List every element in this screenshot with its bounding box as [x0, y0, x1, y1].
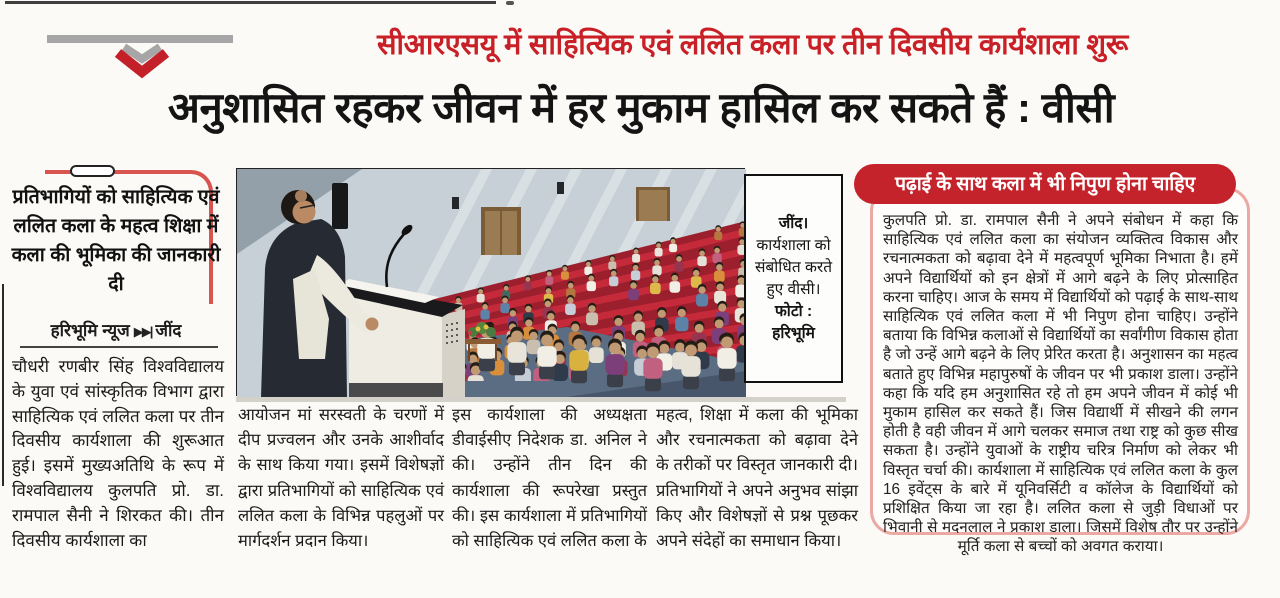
- byline-agency: हरिभूमि न्यूज: [50, 321, 130, 340]
- byline-arrows-icon: ▶▶|: [133, 324, 152, 339]
- main-headline: अनुशासित रहकर जीवन में हर मुकाम हासिल कर सकते हैं : वीसी: [167, 84, 1115, 131]
- body-column-3: महत्व, शिक्षा में कला की भूमिका और रचनात्मकता को बढ़ावा देने के तरीकों पर विस्तृत जानकारी दी। प्रतिभागियों ने अपने अनुभव सांझा किए और विशेषज्ञों से प्रश्न पूछकर अपने संदेहों का समाधान किया।: [656, 406, 858, 551]
- kicker-headline: सीआरएसयू में साहित्यिक एवं ललित कला पर तीन दिवसीय कार्यशाला शुरू: [376, 29, 1129, 61]
- byline: [10, 318, 222, 341]
- sidebar-body-text: चौधरी रणबीर सिंह विश्वविद्यालय के युवा एवं सांस्कृतिक विभाग द्वारा साहित्यिक एवं ललित कला पर तीन दिवसीय कार्यशाला की शुरूआत हुई। इसमें मुख्यअतिथि के रूप में विश्वविद्यालय कुलपति प्रो. डा. रामपाल सैनी ने शिरकत की। तीन दिवसीय कार्यशाला का: [12, 357, 224, 550]
- caption-place: जींद।: [778, 214, 809, 232]
- auditorium-photo-illustration: [237, 169, 746, 397]
- top-crop-rule: [5, 1, 496, 4]
- wall-speaker-icon: [332, 183, 348, 229]
- photo-scan-shadow: [236, 397, 846, 402]
- highlight-title-pill: पढ़ाई के साथ कला में भी निपुण होना चाहिए: [854, 164, 1236, 204]
- top-crop-mark: [506, 1, 514, 5]
- sidebar-capsule-ornament: [70, 165, 115, 177]
- auditorium-door-2: [636, 187, 670, 221]
- body-column-1: आयोजन मां सरस्वती के चरणों में दीप प्रज्वलन और उनके आशीर्वाद के साथ किया गया। इसमें विशेषज्ञों द्वारा प्रतिभागियों को साहित्यिक एवं ललित कला के विभिन्न पहलुओं पर मार्गदर्शन प्रदान किया।: [238, 406, 444, 551]
- auditorium-door: [481, 207, 521, 255]
- caption-text: कार्यशाला को संबोधित करते हुए वीसी।: [754, 236, 833, 298]
- masthead-arrow-icon: [42, 30, 237, 85]
- caption-credit: फोटो : हरिभूमि: [772, 302, 815, 342]
- auditorium-photo: [236, 168, 745, 396]
- byline-divider: [20, 346, 218, 348]
- byline-place: जींद: [155, 321, 182, 340]
- photo-caption-box: [744, 174, 843, 383]
- left-column-rule: [2, 284, 4, 486]
- body-column-2: इस कार्यशाला की अध्यक्षता डीवाईसीए निदेशक डा. अनिल ने की। उन्होंने तीन दिन की कार्यशाला की रूपरेखा प्रस्तुत की। इस कार्यशाला में प्रतिभागियों को साहित्यिक एवं ललित कला के: [452, 406, 647, 551]
- highlight-body-text: कुलपति प्रो. डा. रामपाल सैनी ने अपने संबोधन में कहा कि साहित्यिक एवं ललित कला का संयोजन व्यक्तित्व विकास और रचनात्मकता को बढ़ावा देने में महत्वपूर्ण भूमिका निभाता है। हमें अपने विद्यार्थियों को इन क्षेत्रों में आगे बढ़ने के लिए प्रोत्साहित करना चाहिए। आज के समय में विद्यार्थियों को पढ़ाई के साथ-साथ साहित्यिक एवं ललित कला में भी निपुण होना चाहिए। उन्होंने बताया कि विभिन्न कलाओं से विद्यार्थियों का सर्वांगीण विकास होता है जो उन्हें आगे बढ़ने के लिए प्रेरित करता है। अनुशासन का महत्व बताते हुए विभिन्न महापुरुषों के जीवन पर भी प्रकाश डाला। उन्होंने कहा कि यदि हम अनुशासित रहे तो हम अपने जीवन में कोई भी मुकाम हासिल कर सकते हैं। जिस विद्यार्थी में सीखने की लगन होती है वही जीवन में आगे चलकर समाज तथा राष्ट्र को कुछ सीख सकता है। उन्होंने युवाओं के राष्ट्रीय चरित्र निर्माण को लेकर भी विस्तृत चर्चा की। कार्यशाला में साहित्यिक एवं ललित कला के कुल 16 इवेंट्स के बारे में यूनिवर्सिटी व कॉलेज के विद्यार्थियों को प्रशिक्षित किया जा रहा है। ललित कला से जुड़ी विधाओं पर भिवानी से मदनलाल ने प्रकाश डाला। जिसमें विशेष तौर पर उन्होंने मूर्ति कला से बच्चों को अवगत कराया।: [883, 212, 1238, 556]
- sidebar-subhead: प्रतिभागियों को साहित्यिक एवं ललित कला के महत्व शिक्षा में कला की भूमिका की जानकारी दी: [11, 186, 221, 295]
